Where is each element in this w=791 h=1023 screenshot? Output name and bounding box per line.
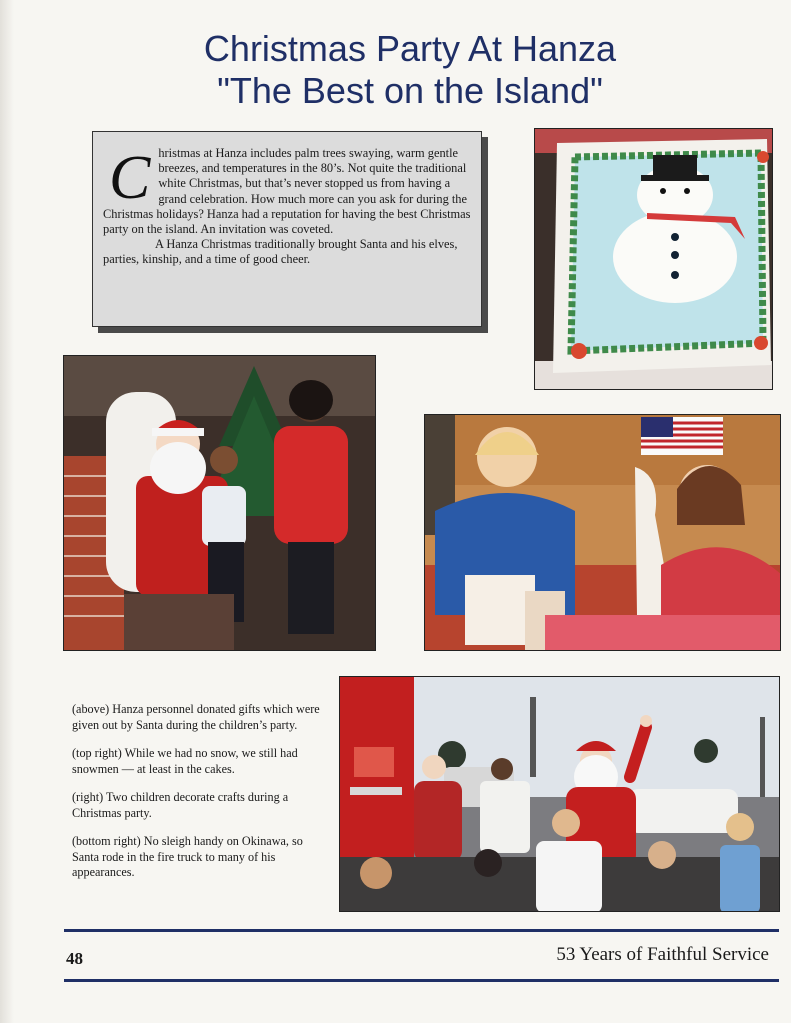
drop-cap: C [109, 144, 151, 212]
santa-fire-truck-image [340, 677, 780, 912]
caption-right: (right) Two children decorate crafts during a Christmas party. [72, 790, 289, 820]
caption-bottom-right: (bottom right) No sleigh handy on Okinawa, so Santa rode in the fire truck to many of his appearances. [72, 834, 303, 879]
children-crafts-image [425, 415, 781, 651]
footer-tagline: 53 Years of Faithful Service [556, 944, 769, 965]
santa-fire-truck-photo [339, 676, 780, 912]
footer-top-rule [64, 929, 779, 932]
title-line-2: "The Best on the Island" [217, 70, 603, 111]
snowman-cake-photo [534, 128, 773, 390]
footer-bottom-rule [64, 979, 779, 982]
intro-text-box [92, 131, 482, 327]
children-crafts-photo [424, 414, 781, 651]
snowman-cake-image [535, 129, 773, 390]
page-number: 48 [66, 949, 83, 968]
santa-children-photo [63, 355, 376, 651]
santa-children-image [64, 356, 376, 651]
page-binding-shadow [0, 0, 14, 1023]
intro-paragraph-1: hristmas at Hanza includes palm trees swaying, warm gentle breezes, and temperatures in the 80’s. Not quite the traditional white Christmas, but that’s never stopped us from having a grand celebration. How much more can you ask for during the Christmas holidays? Hanza had a reputation for having the best Christmas party on the island. An invitation was coveted. [103, 146, 471, 237]
page-title [60, 28, 760, 112]
photo-captions [72, 702, 322, 894]
caption-top-right: (top right) While we had no snow, we still had snowmen — at least in the cakes. [72, 746, 298, 776]
title-line-1: Christmas Party At Hanza [203, 28, 617, 69]
intro-paragraph-2: A Hanza Christmas traditionally brought Santa and his elves, parties, kinship, and a time of good cheer. [103, 237, 458, 267]
caption-above: (above) Hanza personnel donated gifts which were given out by Santa during the children’s party. [72, 702, 320, 732]
